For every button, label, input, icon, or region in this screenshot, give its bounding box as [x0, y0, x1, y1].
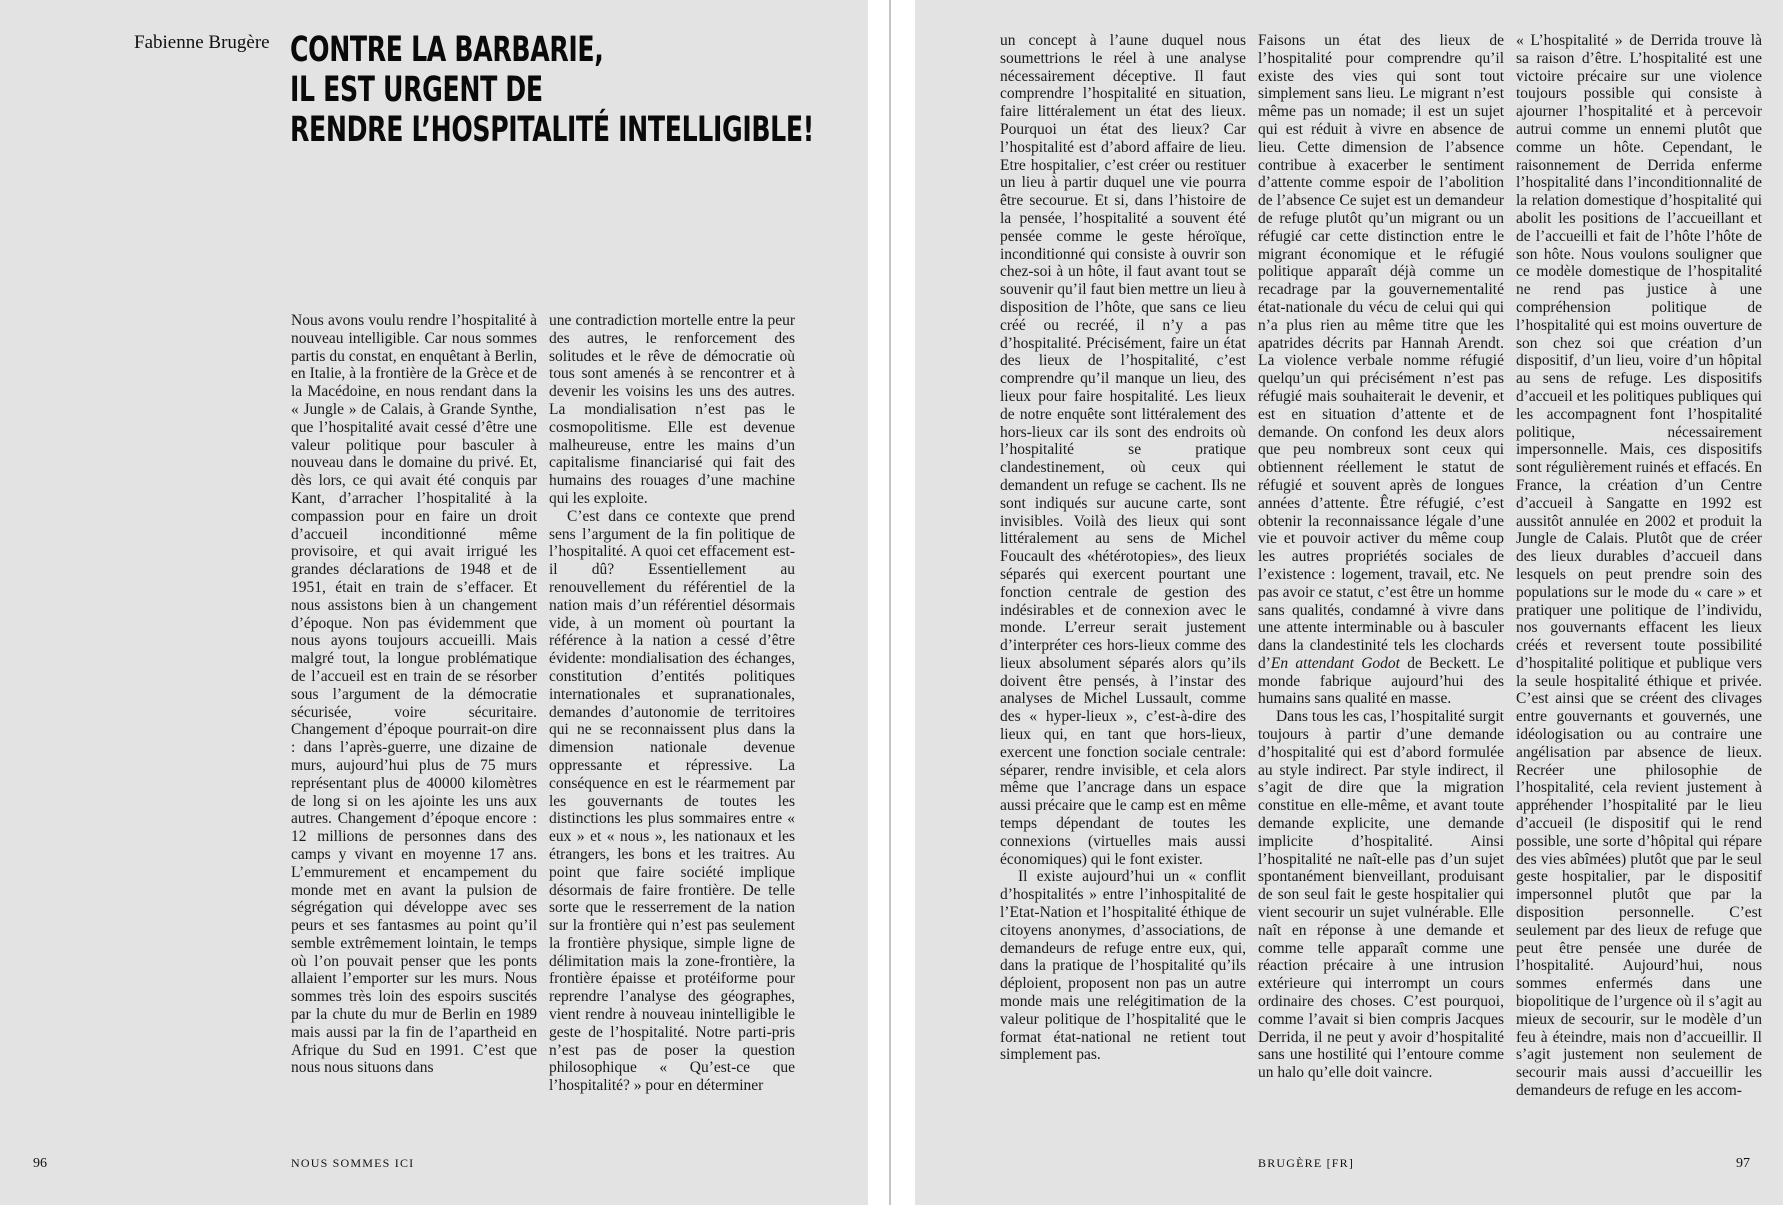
title-line-1: CONTRE LA BARBARIE, — [290, 30, 604, 70]
paragraph: Nous avons voulu rendre l’hospitalité à nouveau intelligible. Car nous sommes partis du constat, en enquêtant à Berlin, en Italie, à la frontière de la Grèce et de la Macédoine, en nous rendant dans la « Jungle » de Calais, à Grande Synthe, que l’hospitalité avait cessé d’être une valeur politique pour basculer à nouveau dans le domaine du privé. Et, dès lors, ce qui avait été conquis par Kant, d’arracher l’hospitalité à la compassion pour en faire un droit d’accueil inconditionné même provisoire, et qui avait irrigué les grandes déclarations de 1948 et de 1951, était en train de s’effacer. Et nous assistons bien à un changement d’époque. Non pas évidemment que nous ayons toujours accueilli. Mais malgré tout, la longue problématique de l’accueil est en train de se résorber sous l’argument de la démocratie sécurisée, voire sécuritaire. Changement d’époque pourrait-on dire : dans l’après-guerre, une dizaine de murs, aujourd’hui plus de 75 murs représentant plus de 40000 kilomètres de long si on les ajointe les uns aux autres. Changement d’époque encore : 12 millions de personnes dans des camps y vivant en moyenne 17 ans. L’emmurement et encampement du monde met en avant la pulsion de ségrégation qui développe avec ses peurs et ses fantasmes au point qu’il semble extrêmement lointain, le temps où l’on pouvait penser que les ponts allaient l’emporter sur les murs. Nous sommes très loin des espoirs suscités par la chute du mur de Berlin en 1989 mais aussi par la fin de l’apartheid en Afrique du Sud en 1991. C’est que nous nous situons dans — [291, 312, 537, 1077]
right-column-3 — [1516, 32, 1762, 1112]
paragraph: « L’hospitalité » de Derrida trouve là sa raison d’être. L’hospitalité est une victoire précaire sur une violence toujours possible qui consiste à ajourner l’hospitalité et à percevoir autrui comme un ennemi plutôt que comme un hôte. Cependant, le raisonnement de Derrida enferme l’hospitalité dans l’inconditionnalité de la relation domestique d’hospitalité qui abolit les positions de l’accueillant et de l’accueilli et fait de l’hôte l’hôte de son hôte. Nous voulons souligner que ce modèle domestique de l’hospitalité ne rend pas justice à une compréhension politique de l’hospitalité qui est moins ouverture de son chez soi que création d’un dispositif, d’un lieu, voire d’un hôpital au sens de refuge. Les dispositifs d’accueil et les politiques publiques qui les accompagnent font l’hospitalité politique, nécessairement impersonnelle. Mais, ces dispositifs sont régulièrement ruinés et effacés. En France, la création d’un Centre d’accueil à Sangatte en 1992 est aussitôt annulée en 2002 et produit la Jungle de Calais. Plutôt que de créer des lieux durables d’accueil dans lesquels on peut prendre soin des populations sur le mode du « care » et pratiquer une politique de l’individu, nos gouvernants effacent les lieux créés et reversent toute possibilité d’hospitalité politique et publique vers la seule hospitalité éthique et privée. C’est ainsi que se créent des clivages entre gouvernants et gouvernés, une idéologisation ou au contraire une angélisation par absence de lieux. Recréer une philosophie de l’hospitalité, cela revient justement à appréhender l’hospitalité par le lieu d’accueil (le dispositif qui le rend possible, une sorte d’hôpital qui répare des vies abîmées) plutôt que par le seul geste hospitalier, par le dispositif impersonnel plutôt que par la disposition personnelle. C’est seulement par des lieux de refuge que peut être pensée une durée de l’hospitalité. Aujourd’hui, nous sommes enfermés dans une biopolitique de l’urgence où il s’agit au mieux de secourir, sur le modèle d’un feu à éteindre, mais non d’accueillir. Il s’agit justement non seulement de secourir mais aussi d’accueillir les demandeurs de refuge en les accom- — [1516, 32, 1762, 1100]
left-column-2 — [549, 312, 795, 1112]
page-number: 97 — [1736, 1156, 1750, 1171]
right-column-1 — [1000, 32, 1246, 1112]
paragraph: une contradiction mortelle entre la peur des autres, le renforcement des solitudes et le rêve de démocratie où tous sont amenés à se rencontrer et à devenir les voisins les uns des autres. La mondialisation n’est pas le cosmopolitisme. Elle est devenue malheureuse, entre les mains d’un capitalisme financiarisé qui fait des humains des rouages d’une machine qui les exploite. — [549, 312, 795, 507]
title-line-3: RENDRE L’HOSPITALITÉ INTELLIGIBLE! — [290, 110, 814, 150]
title-line-2: IL EST URGENT DE — [290, 70, 543, 110]
running-head: NOUS SOMMES ICI — [291, 1156, 415, 1170]
text-run: Faisons un état des lieux de l’hospitalité pour comprendre qu’il existe des vies qui sont tout simplement sans lieu. Le migrant n’est même pas un nomade; il est un sujet qui est réduit à vivre en absence de lieu. Cette dimension de l’absence contribue à exacerber le sentiment d’attente comme espoir de l’abolition de l’absence Ce sujet est un demandeur de refuge plutôt qu’un migrant ou un réfugié car cette distinction entre le migrant économique et le réfugié politique apparaît déjà comme un recadrage par la gouvernementalité état-nationale du vécu de celui qui qui n’a plus rien au même titre que les apatrides décrits par Hannah Arendt. La violence verbale nomme réfugié quelqu’un qui précisément n’est pas réfugié mais souhaiterait le devenir, et est en situation d’attente et de demande. On confond les deux alors que peu nombreux sont ceux qui obtiennent réellement le statut de réfugié et souvent après de longues années d’attente. Être réfugié, c’est obtenir la reconnaissance légale d’une vie et pouvoir activer du même coup les autres propriétés sociales de l’existence : logement, travail, etc. Ne pas avoir ce statut, c’est être un homme sans qualités, condamné à vivre dans une attente interminable ou à basculer dans la clandestinité tels les clochards d’ — [1258, 32, 1504, 672]
running-head: BRUGÈRE [FR] — [1258, 1156, 1355, 1170]
right-page — [915, 0, 1783, 1205]
paragraph: un concept à l’aune duquel nous soumettrions le réel à une analyse nécessairement déceptive. Il faut comprendre l’hospitalité en situation, faire littéralement un état des lieux. Pourquoi un état des lieux? Car l’hospitalité est d’abord affaire de lieu. Etre hospitalier, c’est créer ou restituer un lieu à partir duquel une vie pourra être secourue. Et si, dans l’histoire de la pensée, l’hospitalité a souvent été pensée comme le geste héroïque, inconditionné qui consiste à ouvrir son chez-soi à un hôte, il faut avant tout se souvenir qu’il faut bien mettre un lieu à disposition de l’hôte, que sans ce lieu créé ou recréé, il n’y a pas d’hospitalité. Précisément, faire un état des lieux de l’hospitalité, c’est comprendre qu’il manque un lieu, des lieux pour faire hospitalité. Les lieux de notre enquête sont littéralement des hors-lieux car ils sont des endroits où l’hospitalité se pratique clandestinement, où ceux qui demandent un refuge se cachent. Ils ne sont indiqués sur aucune carte, sont invisibles. Voilà des lieux qui sont littéralement au sens de Michel Foucault des «hétérotopies», des lieux séparés qui exercent pourtant une fonction centrale de gestion des indésirables et de connexion avec le monde. L’erreur serait justement d’interpréter ces hors-lieux comme des lieux absolument séparés alors qu’ils doivent être pensés, à l’instar des analyses de Michel Lussault, comme des « hyper-lieux », c’est-à-dire des lieux qui, en tant que hors-lieux, exercent une fonction sociale centrale: séparer, rendre invisible, et cela alors même que l’ancrage dans un espace aussi précaire que le camp est en même temps dépendant de toutes les connexions (virtuelles mais aussi économiques) qui le font exister. — [1000, 32, 1246, 868]
page-number: 96 — [33, 1156, 47, 1171]
paragraph: Dans tous les cas, l’hospitalité surgit toujours à partir d’une demande d’hospitalité qui est d’abord formulée au style indirect. Par style indirect, il s’agit de dire que la migration constitue en elle-même, et avant toute demande explicite, une demande implicite d’hospitalité. Ainsi l’hospitalité ne naît-elle pas d’un sujet spontanément bienveillant, produisant de son seul fait le geste hospitalier qui vient secourir un sujet vulnérable. Elle naît en réponse à une demande et comme telle apparaît comme une réaction précaire à une intrusion extérieure qui interrompt un cours ordinaire des choses. C’est pourquoi, comme l’avait si bien compris Jacques Derrida, il ne peut y avoir d’hospitalité sans une hostilité qui l’entoure comme un halo qu’elle doit vaincre. — [1258, 708, 1504, 1082]
left-column-1 — [291, 312, 537, 1112]
gutter-divider — [889, 0, 891, 1205]
right-column-2 — [1258, 32, 1504, 1112]
text-run: de Beckett. Le monde fabrique aujourd’hui des humains sans qualité en masse. — [1258, 654, 1504, 708]
left-page — [0, 0, 868, 1205]
paragraph: Il existe aujourd’hui un « conflit d’hospitalités » entre l’inhospitalité de l’Etat-Nation et l’hospitalité éthique de citoyens anonymes, d’associations, de demandeurs de refuge entre eux, qui, dans la pratique de l’hospitalité qu’ils déploient, proposent non pas un autre monde mais une relégitimation de la valeur politique de l’hospitalité que le format état-national ne retient tout simplement pas. — [1000, 868, 1246, 1064]
author-name: Fabienne Brugère — [134, 32, 270, 53]
article-title — [290, 30, 814, 150]
paragraph — [1258, 32, 1504, 708]
paragraph: C’est dans ce contexte que prend sens l’argument de la fin politique de l’hospitalité. A quoi cet effacement est-il dû? Essentiellement au renouvellement du référentiel de la nation mais d’un référentiel désormais vide, à un moment où pourtant la référence à la nation a cessé d’être évidente: mondialisation des échanges, constitution d’entités politiques internationales et supranationales, demandes d’autonomie de territoires qui ne se reconnaissent plus dans la dimension nationale devenue oppressante et répressive. La conséquence en est le réarmement par les gouvernants de toutes les distinctions les plus sommaires entre « eux » et « nous », les nationaux et les étrangers, les bons et les traitres. Au point que faire société implique désormais de faire frontière. De telle sorte que le resserrement de la nation sur la frontière qui n’est pas seulement la frontière physique, simple ligne de délimitation mais la zone-frontière, la frontière épaisse et protéiforme pour reprendre l’analyse des géographes, vient rendre à nouveau inintelligible le geste de l’hospitalité. Notre parti-pris n’est pas de poser la question philosophique « Qu’est-ce que l’hospitalité? » pour en déterminer — [549, 507, 795, 1095]
italic-title: En attendant Godot — [1270, 654, 1400, 672]
